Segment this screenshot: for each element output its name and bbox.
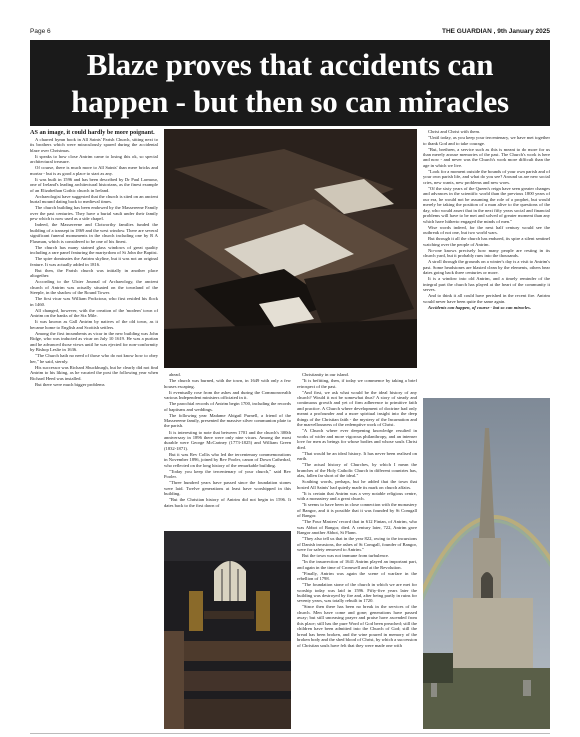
masthead-date: THE GUARDIAN , 9th January 2025	[441, 28, 550, 35]
article-paragraph: "Since then there has been no break in the services of the church. Men have come and gone; generations have passed away; but still unceasing prayer and praise have ascended from this place; still has the pure Word of God been preached; still the children have been admitted into the Church of God; still the bread has been broken, and the wine poured in memory of the broken body and the shed blood of Christ, by which a succession of Christian souls have felt that they were made one with	[297, 604, 417, 648]
article-paragraph: Indeed, the Massereene and Clotworthy families funded the building of a transept in 1869 and the west window. There are several significant funeral monuments in the church including one by R A Flaxman, which is considered to be one of his finest.	[30, 222, 158, 244]
article-paragraph: "The Church hath no need of those who do not know how to obey her," he said, sternly.	[30, 353, 158, 364]
page-bottom-rule	[30, 733, 550, 734]
article-paragraph: It was built in 1596 and has been described by Dr Paul Larmour, one of Ireland's leading architectural historians, as the finest example of an Elizabethan Gothic church in Ireland.	[30, 176, 158, 193]
article-paragraph: A stroll through the grounds on a winter's day is a visit to Antrim's past. Some headstones are blasted clean by the elements, others bear dates going back three centuries or more.	[423, 259, 550, 276]
hymn-books-photo	[164, 129, 417, 368]
article-paragraph: It is a window into old Antrim, and a timely reminder of the integral part the church has played at the heart of the community it serves.	[423, 276, 550, 293]
article-paragraph: According to the Ulster Journal of Archaeology, the ancient church of Antrim was actually situated on the townland of the Steeple, in the shadow of the Round Tower.	[30, 279, 158, 296]
article-paragraph: "Finally, Antrim was again the scene of warfare in the rebellion of 1798.	[297, 570, 417, 582]
article-paragraph: Scathing words, perhaps, but he added that the town that hosted All Saints' had quietly made its mark on church affairs.	[297, 479, 417, 490]
article-paragraph: The church building has been endowed by the Massereene Family over the past centuries. They have a burial vault under their family pew which is now used as a side chapel.	[30, 205, 158, 222]
article-paragraph: "In the insurrection of 1641 Antrim played an important part, and again in the time of Cromwell and at the Revolution.	[297, 559, 417, 570]
article-paragraph: "And first, we ask what would be the ideal history of any church? Would it not be somewhat thus? A story of steady and continuous growth and yet of firm adherence to primitive faith and practice. A Church where development of doctrine had only meant a profounder and a more spiritual insight into the deep things of the Christian faith - the mystery of the Incarnation and the marvellousness of the redemptive work of Christ.	[297, 389, 417, 428]
article-paragraph: "The Four Masters' record that in 612 Fintan, of Antrim, who was Abbot of Bangor, died. A century later, 722, Antrim gave Bangor another Abbot, St Flann.	[297, 519, 417, 536]
article-paragraph: It is interesting to note that between 1701 and the church's 300th anniversary in 1896 there were only nine vicars. Among the most durable were George McCartney (1773-1825) and William Green (1832-1871).	[164, 429, 291, 451]
article-paragraph: His successor was Richard Shuckburgh, but he clearly did not find Antrim to his liking, as he vacated the post the following year when Richard Heed was installed.	[30, 364, 158, 381]
article-paragraph: The church has many stained glass windows of great quality including a rare panel featuring the martyrdom of St John the Baptist.	[30, 244, 158, 256]
church-interior-image	[164, 531, 291, 729]
church-interior-photo	[164, 531, 291, 729]
article-paragraph: "Look for a moment outside the bounds of your own parish and of your own parish life, and what do you see? Around us are new social cries, new wants, new problems and new woes.	[423, 168, 550, 185]
article-paragraph: The parochial records of Antrim begin 1700, including the records of baptisms and weddings.	[164, 401, 291, 412]
article-paragraph: "Today you keep the tercentenary of your church," said Rev Pooler.	[164, 468, 291, 480]
article-paragraph: No-one knows precisely how many people are resting in its church yard, but it probably runs into the thousands.	[423, 247, 550, 259]
hymn-books-image	[164, 129, 417, 368]
article-paragraph: Accidents can happen, of course - but so can miracles.	[428, 304, 531, 310]
article-paragraph: But then, the Parish church was initially in another place altogether.	[30, 267, 158, 279]
article-paragraph: "It seems to have been in close connection with the monastery of Bangor, and it is possible that it was founded by St Comgall of Bangor.	[297, 502, 417, 519]
article-column-3	[297, 372, 417, 729]
article-paragraph: And to think it all could have perished in the recent fire. Antrim would never have been quite the same again.	[423, 293, 550, 304]
article-paragraph: ahead.	[169, 372, 181, 377]
article-paragraph: "Of the sixty years of the Queen's reign have seen greater changes and advances in the scientific world than the previous 1800 years of our era, he would not be assuming the role of a prophet, but would merely be taking the position of a man alive to the questions of the day, who would assert that in the next fifty years social and financial problems will have to be met and solved of greater moment than any which have hitherto engaged the minds of men."	[423, 185, 550, 224]
article-paragraph: But the town was not immune from turbulence.	[302, 553, 390, 559]
article-paragraph: It was known as Gall Antrim by natives of the old town, as it became home to English and Scottish settlers.	[30, 319, 158, 330]
headline	[71, 46, 509, 120]
article-paragraph: "But the Christian history of Antrim did not begin in 1596. It dates back to the first dawn of	[164, 497, 291, 508]
article-paragraph: "They also tell us that in the year 822, owing to the incursions of Danish invasions, the ashes of St Comgall, founder of Bangor, were for safety removed to Antrim."	[297, 536, 417, 552]
article-paragraph: The first vicar was William Prokctour, who first resided his flock in 1460.	[30, 296, 158, 307]
article-paragraph: "The foundation stone of the church in which we are met for worship today was laid in 1596. Fifty-five years later the building was destroyed by fire and, after being partly in ruins for seventy years, was totally rebuilt in 1720.	[297, 582, 417, 604]
article-paragraph: The spire dominates the Antrim skyline, but it was not an original feature. It was actually added in 1816.	[30, 256, 158, 267]
article-paragraph: The church was burned, with the town, in 1649 with only a few houses escaping.	[164, 378, 291, 389]
article-column-2	[164, 372, 291, 527]
church-exterior-rainbow-image	[423, 398, 550, 729]
page-header	[30, 26, 550, 38]
article-column-1	[30, 129, 158, 729]
article-paragraph: But through it all the church has endured, its spire a silent sentinel watching over the people of Antrim.	[423, 236, 550, 247]
article-paragraph: Among the first incumbents as vicar in the new building was John Ridge, who was inducted as vicar on July 10 1619. He was a puritan and he advanced those views until he was ejected for non-conformity by Bishop Leslie in 1636.	[30, 330, 158, 353]
article-paragraph: "It is certain that Antrim was a very notable religious centre, with a monastery and a great church.	[297, 490, 417, 502]
page-number: Page 6	[30, 28, 51, 35]
headline-banner	[30, 40, 550, 126]
article-paragraph: "It is befitting, then, if today we commence by taking a brief retrospect of the past.	[297, 378, 417, 389]
article-column-4	[423, 129, 550, 394]
church-exterior-photo	[423, 398, 550, 729]
article-paragraph: "The actual history of Churches, by which I mean the branches of the Holy Catholic Church in different countries has, alas, fallen far short of the ideal."	[297, 462, 417, 479]
article-paragraph: "But, brethren, a service such as this is meant to do more for us than merely arouse memories of the past. The Church's work is here and now - and never was the Church's work more difficult than the age in which we live.	[423, 146, 550, 168]
article-paragraph: It speaks to how close Antrim came to losing this ok, so special architectural treasure.	[30, 153, 158, 165]
article-paragraph: "That would be an ideal history. It has never been realised on earth.	[297, 450, 417, 462]
article-paragraph: But there were much bigger problems	[35, 381, 105, 387]
article-paragraph: All changed, however, with the creation of the 'modern' town of Antrim on the banks of the Six Mile.	[30, 307, 158, 319]
headline-line-2: happen - but then so can miracles	[71, 84, 509, 119]
article-paragraph: But it was Rev Collis who led the tercentenary commemorations in November 1896, joined by Rev Pooler, canon of Down Cathedral, who reflected on the long history of the remarkable building.	[164, 451, 291, 468]
article-paragraph: Christianity in our island.	[302, 372, 349, 377]
article-paragraph: Wise words indeed, for the next half century would see the outbreak of not one, but two world wars.	[423, 224, 550, 236]
article-paragraph: "A Church where ever deepening knowledge resulted in works of wider and more vigorous philanthropy, and an intenser love for men as beings for whose bodies and whose souls Christ died.	[297, 428, 417, 450]
headline-line-1: Blaze proves that accidents can	[86, 47, 494, 82]
article-paragraph: It eventually rose from the ashes and during the Commonwealth various Independent ministers officiated in it.	[164, 389, 291, 400]
article-paragraph: Christ and Christ with them.	[428, 129, 481, 134]
article-paragraph: Archaeologist have suggested that the church is sited on an ancient burial mound dating back to medieval times.	[30, 193, 158, 205]
article-paragraph: The following year Madame Abigail Purnell, a friend of the Massereene family, presented the massive silver communion plate to the parish.	[164, 412, 291, 429]
article-paragraph: Of course, there is much more to All Saints' than mere bricks and mortar - but is as good a place to start as any.	[30, 165, 158, 176]
article-paragraph: "Until today, as you keep your tercentenary, we have met together to thank God and to take courage.	[423, 135, 550, 146]
article-paragraph: "Three hundred years have passed since the foundation stones were laid. Twelve generations at least have worshipped in this building.	[164, 480, 291, 497]
article-paragraph: A charred hymn book in All Saints' Parish Church, sitting next to its brothers which were miraculously spared during the accidental blaze over Christmas.	[30, 137, 158, 153]
article-paragraph: AS an image, it could hardly be more poignant.	[30, 129, 155, 136]
